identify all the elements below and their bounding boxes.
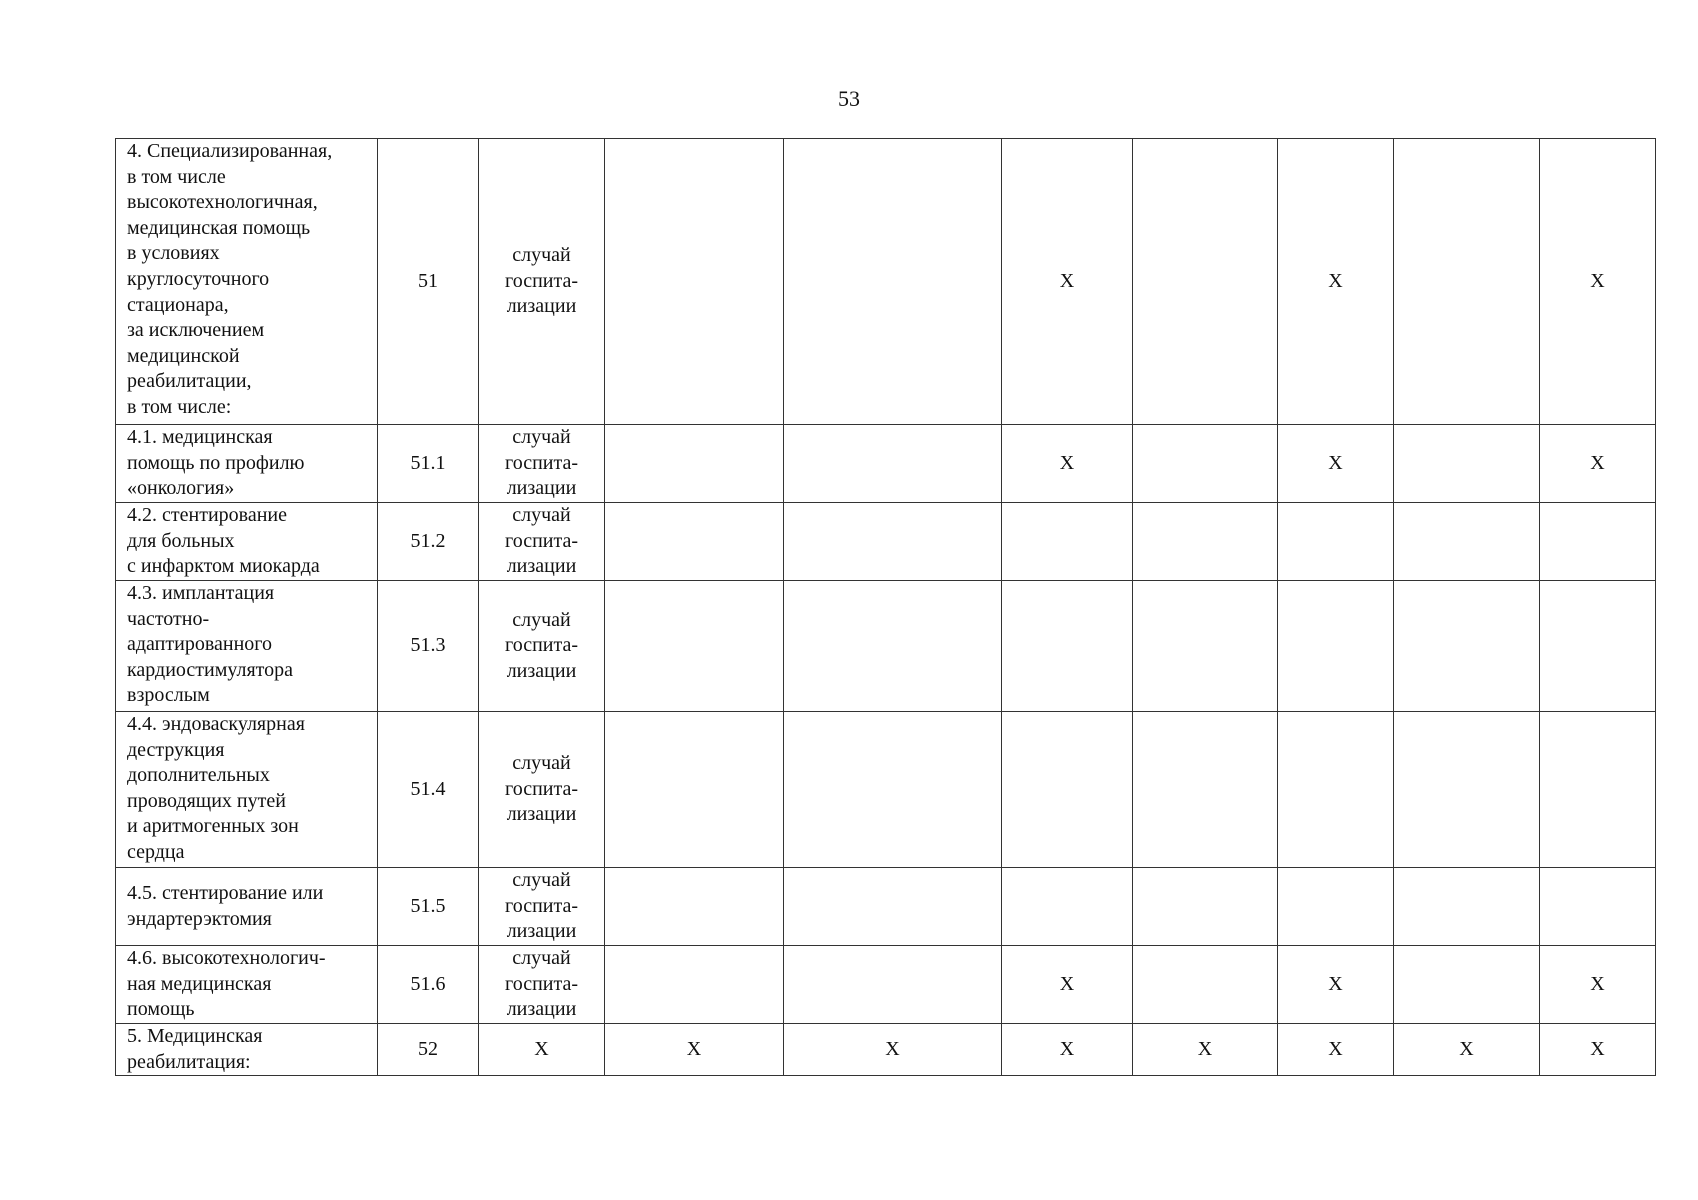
value-cell [1133,581,1278,712]
value-cell: X [1540,139,1656,425]
value-cell [605,139,784,425]
value-cell [1540,503,1656,581]
value-cell: X [605,1024,784,1076]
value-cell: X [1540,425,1656,503]
row-unit-cell: случай госпита- лизации [479,503,605,581]
value-cell [784,868,1002,946]
value-cell [1540,712,1656,868]
value-cell [784,425,1002,503]
value-cell [1133,425,1278,503]
value-cell [784,946,1002,1024]
value-cell [1133,868,1278,946]
value-cell: X [1002,1024,1133,1076]
value-cell [784,581,1002,712]
value-cell: X [1278,946,1394,1024]
row-name-cell: 4.5. стентирование или эндартерэктомия [116,868,378,946]
value-cell [1540,581,1656,712]
row-unit-cell: случай госпита- лизации [479,868,605,946]
row-unit-cell: случай госпита- лизации [479,712,605,868]
value-cell [1002,581,1133,712]
value-cell [605,868,784,946]
value-cell [1133,139,1278,425]
value-cell [1133,503,1278,581]
row-unit-cell: случай госпита- лизации [479,425,605,503]
value-cell [1002,503,1133,581]
value-cell [605,712,784,868]
row-name-cell: 4.4. эндоваскулярная деструкция дополнительных проводящих путей и аритмогенных зон сердца [116,712,378,868]
value-cell [1002,868,1133,946]
table-row [116,868,1656,946]
row-unit-cell: X [479,1024,605,1076]
row-code-cell: 51.4 [378,712,479,868]
value-cell: X [1394,1024,1540,1076]
value-cell: X [1002,425,1133,503]
value-cell: X [1002,139,1133,425]
value-cell [605,503,784,581]
row-code-cell: 51.3 [378,581,479,712]
value-cell [1394,139,1540,425]
value-cell [1278,712,1394,868]
value-cell [784,712,1002,868]
row-code-cell: 52 [378,1024,479,1076]
table-row [116,946,1656,1024]
table-body [116,139,1656,1076]
value-cell: X [1278,425,1394,503]
row-unit-cell: случай госпита- лизации [479,946,605,1024]
value-cell [1002,712,1133,868]
value-cell [784,139,1002,425]
value-cell [1278,503,1394,581]
value-cell [605,425,784,503]
value-cell [605,581,784,712]
value-cell [1278,868,1394,946]
row-code-cell: 51.2 [378,503,479,581]
value-cell [1394,581,1540,712]
value-cell [1278,581,1394,712]
value-cell [1540,868,1656,946]
table-row [116,139,1656,425]
value-cell [1394,712,1540,868]
value-cell: X [784,1024,1002,1076]
data-table [115,138,1656,1076]
value-cell [1133,946,1278,1024]
row-name-cell: 4.3. имплантация частотно- адаптированного кардиостимулятора взрослым [116,581,378,712]
row-unit-cell: случай госпита- лизации [479,581,605,712]
row-name-cell: 4. Специализированная, в том числе высокотехнологичная, медицинская помощь в условиях круглосуточного стационара, за исключением медицинской реабилитации, в том числе: [116,139,378,425]
value-cell [784,503,1002,581]
value-cell [1394,868,1540,946]
row-name-cell: 4.2. стентирование для больных с инфарктом миокарда [116,503,378,581]
row-code-cell: 51.6 [378,946,479,1024]
row-code-cell: 51.5 [378,868,479,946]
value-cell: X [1278,139,1394,425]
row-unit-cell: случай госпита- лизации [479,139,605,425]
page-number: 53 [838,86,860,111]
value-cell [1394,946,1540,1024]
row-name-cell: 4.1. медицинская помощь по профилю «онкология» [116,425,378,503]
table-row [116,503,1656,581]
value-cell [1394,425,1540,503]
row-code-cell: 51 [378,139,479,425]
value-cell [1133,712,1278,868]
table-row [116,581,1656,712]
value-cell: X [1002,946,1133,1024]
value-cell: X [1133,1024,1278,1076]
table-row [116,1024,1656,1076]
row-name-cell: 5. Медицинская реабилитация: [116,1024,378,1076]
table-row [116,425,1656,503]
value-cell: X [1540,946,1656,1024]
row-name-cell: 4.6. высокотехнологич- ная медицинская помощь [116,946,378,1024]
table-row [116,712,1656,868]
value-cell [605,946,784,1024]
value-cell: X [1540,1024,1656,1076]
value-cell: X [1278,1024,1394,1076]
row-code-cell: 51.1 [378,425,479,503]
value-cell [1394,503,1540,581]
